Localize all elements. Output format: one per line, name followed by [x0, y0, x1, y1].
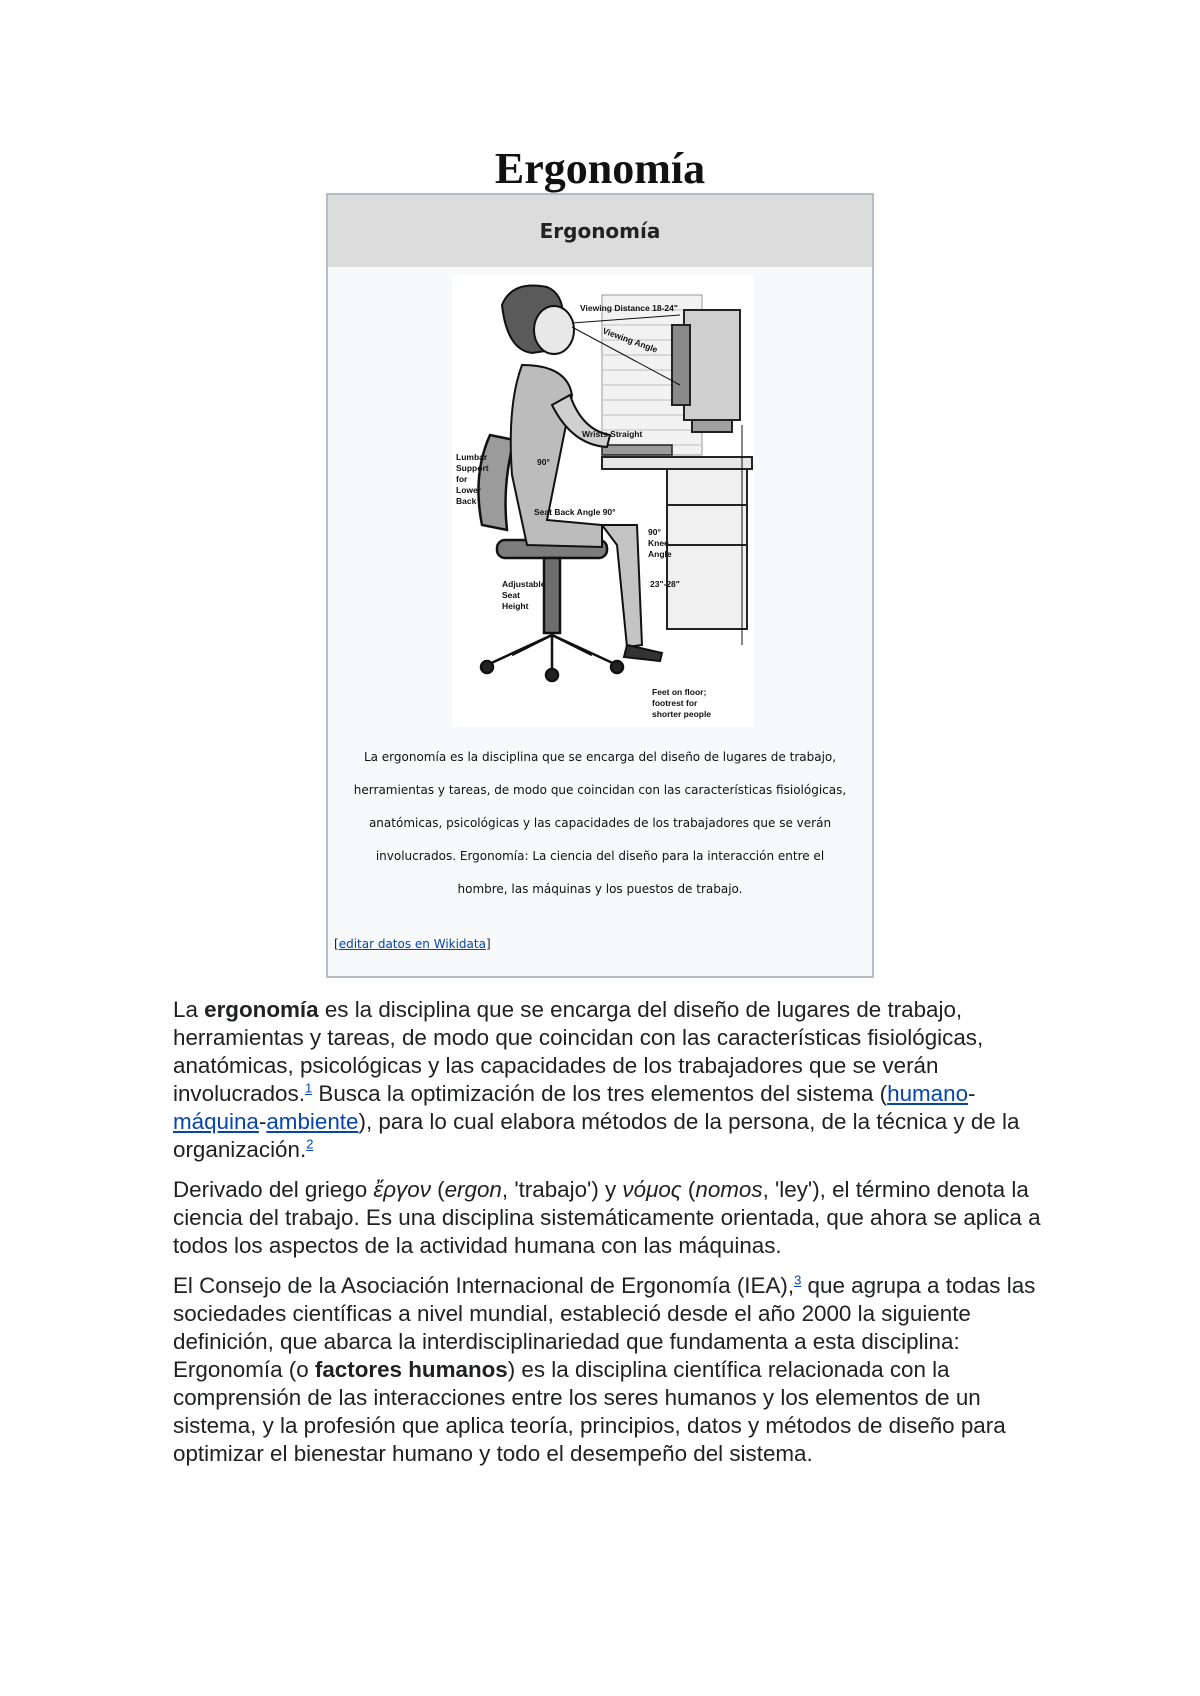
label-elbow-angle: 90°: [537, 457, 550, 467]
reference-1[interactable]: 1: [304, 1080, 313, 1096]
infobox-caption: [336, 741, 864, 906]
link-humano[interactable]: humano: [887, 1081, 969, 1106]
caption-line: involucrados. Ergonomía: La ciencia del diseño para la interacción entre el: [375, 849, 825, 863]
label-wrists: Wrists Straight: [582, 429, 643, 439]
label-height-range: 23"-28": [650, 579, 680, 589]
bold-term: factores humanos: [314, 1357, 508, 1382]
label-feet-3: shorter people: [652, 709, 712, 719]
link-maquina[interactable]: máquina: [173, 1109, 259, 1134]
paragraph-4: [173, 1356, 1053, 1468]
reference-3[interactable]: 3: [794, 1272, 802, 1288]
caption-line: hombre, las máquinas y los puestos de trabajo.: [457, 882, 743, 896]
greek-word: νόμος: [622, 1177, 682, 1202]
ergonomic-workstation-illustration: [452, 275, 754, 727]
caption-line: anatómicas, psicológicas y las capacidades de los trabajadores que se verán: [368, 816, 832, 830]
text: La: [173, 997, 205, 1022]
reference-2[interactable]: 2: [306, 1136, 314, 1152]
bold-term: ergonomía: [204, 997, 319, 1022]
bracket-close: ]: [485, 937, 491, 951]
text: que agrupa a todas las sociedades científicas a nivel mundial, estableció desde el año 2000 la siguiente definición, que abarca la interdisciplinariedad que fundamenta a esta disciplina:: [173, 1273, 1036, 1354]
paragraph-2: [173, 1176, 1053, 1260]
label-knee-1: 90°: [648, 527, 661, 537]
text: ), para lo cual elabora métodos de la persona, de la técnica y de la organización.: [173, 1109, 1020, 1162]
text: El Consejo de la Asociación Internacional de Ergonomía (IEA),: [173, 1273, 795, 1298]
label-feet-2: footrest for: [652, 698, 698, 708]
label-lumbar-2: Support: [456, 463, 489, 473]
page-title: Ergonomía: [494, 144, 706, 193]
text: (: [430, 1177, 445, 1202]
label-feet-1: Feet on floor;: [652, 687, 707, 697]
label-knee-3: Angle: [648, 549, 672, 559]
transliteration: ergon: [444, 1177, 502, 1202]
bracket-open: [: [334, 937, 339, 951]
caption-line: herramientas y tareas, de modo que coincidan con las características fisiológicas,: [353, 783, 847, 797]
wikidata-edit-link[interactable]: editar datos en Wikidata: [338, 937, 486, 951]
label-lumbar-3: for: [456, 474, 468, 484]
greek-word: ἔργον: [373, 1177, 431, 1202]
caption-line: La ergonomía es la disciplina que se encarga del diseño de lugares de trabajo,: [363, 750, 837, 764]
label-seat-3: Height: [502, 601, 529, 611]
transliteration: nomos: [695, 1177, 763, 1202]
paragraph-1: [173, 996, 1053, 1164]
text: -: [258, 1109, 267, 1134]
label-lumbar-4: Lower: [456, 485, 482, 495]
keyboard: [602, 445, 672, 455]
text: , 'ley'), el término denota la ciencia del trabajo. Es una disciplina sistemáticamente orientada, que ahora se aplica a todos los aspectos de la actividad humana con las máquinas.: [173, 1177, 1041, 1258]
text: (: [681, 1177, 696, 1202]
label-viewing-distance: Viewing Distance 18-24": [580, 303, 678, 313]
label-knee-2: Knee: [648, 538, 669, 548]
text: es la disciplina que se encarga del diseño de lugares de trabajo, herramientas y tareas, de modo que coincidan con las características fisiológicas, anatómicas, psicológicas y las capacidades de los trabajadores que se verán involucrados.: [173, 997, 984, 1106]
wikidata-edit: [334, 937, 491, 951]
article-body: [173, 996, 1053, 1480]
text: Derivado del griego: [173, 1177, 374, 1202]
label-seat-back: Seat Back Angle 90°: [534, 507, 616, 517]
infobox-header: Ergonomía: [328, 195, 872, 267]
text: , 'trabajo') y: [501, 1177, 623, 1202]
paragraph-3: [173, 1272, 1053, 1356]
text: -: [968, 1081, 976, 1106]
link-ambiente[interactable]: ambiente: [266, 1109, 359, 1134]
label-viewing-angle: Viewing Angle: [601, 325, 659, 355]
text: Busca la optimización de los tres elementos del sistema (: [312, 1081, 888, 1106]
infobox: [326, 193, 874, 978]
label-seat-2: Seat: [502, 590, 520, 600]
label-lumbar-5: Back: [456, 496, 477, 506]
text: Ergonomía (o: [173, 1357, 315, 1382]
label-seat-1: Adjustable: [502, 579, 546, 589]
text: ) es la disciplina científica relacionada con la comprensión de las interacciones entre los seres humanos y los elementos de un sistema, y la profesión que aplica teoría, principios, datos y métodos de diseño para optimizar el bienestar humano y todo el desempeño del sistema.: [173, 1357, 1006, 1466]
label-lumbar-1: Lumbar: [456, 452, 488, 462]
